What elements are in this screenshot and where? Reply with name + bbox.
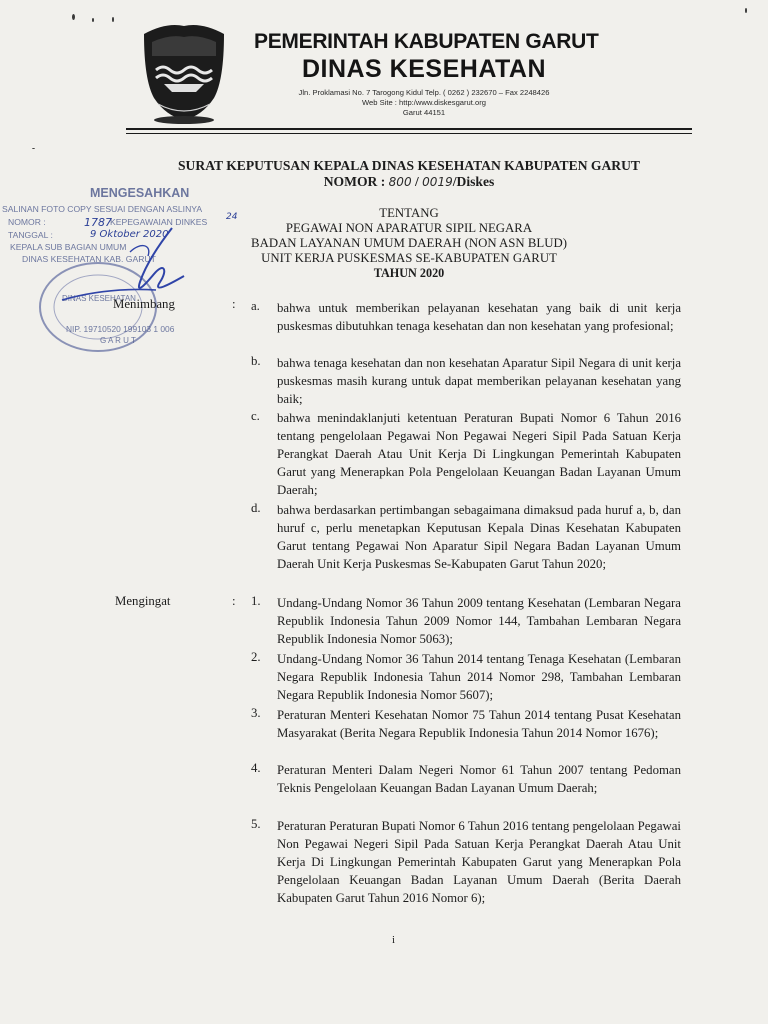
scan-speck (32, 148, 35, 149)
mengingat-item-5: Peraturan Peraturan Bupati Nomor 6 Tahun 2016 tentang pengelolaan Pegawai Non Pegawai Negeri Sipil Pada Satuan Kerja Perangkat Daerah Atau Unit Kerja Di Lingkungan Pemerintah Kabupaten Garut yang Menerapkan Pola Pengelolaan Keuangan Badan Layanan Umum Daerah (Berita Daerah Kabupaten Garut Tahun 2016 Nomor 6); (277, 819, 681, 906)
letterhead-rule-thick (126, 128, 692, 130)
stamp-line-2b: KEPEGAWAIAN DINKES (110, 217, 208, 227)
stamp-line-5: DINAS KESEHATAN KAB. GARUT (22, 254, 156, 264)
handwritten-date: 9 Oktober 2020 (90, 229, 169, 240)
number-handwritten-part2: 0019 (422, 175, 453, 189)
stamp-line-1: SALINAN FOTO COPY SESUAI DENGAN ASLINYA (2, 204, 203, 214)
seal-text: DINAS KESEHATAN (62, 294, 136, 303)
menimbang-item-a: bahwa untuk memberikan pelayanan kesehatan yang baik di unit kerja puskesmas dibutuhkan tenaga kesehatan dan non kesehatan yang profesional; (277, 301, 681, 334)
decree-subject-line-3: UNIT KERJA PUSKESMAS SE-KABUPATEN GARUT (261, 251, 557, 265)
number-label: NOMOR : (323, 174, 386, 189)
letterhead-org: PEMERINTAH KABUPATEN GARUT (254, 30, 599, 53)
letterhead-website: Web Site : http:/www.diskesgarut.org (362, 98, 486, 107)
stamp-title: MENGESAHKAN (90, 186, 190, 200)
decree-about: TENTANG (379, 206, 439, 220)
menimbang-colon: : (232, 297, 236, 311)
mengingat-item-2: Undang-Undang Nomor 36 Tahun 2014 tentang Tenaga Kesehatan (Lembaran Negara Republik Indonesia Tahun 2014 Nomor 298, Tambahan Lembaran Negara Republik Indonesia Nomor 5607); (277, 652, 681, 703)
mengingat-item-1: Undang-Undang Nomor 36 Tahun 2009 tentang Kesehatan (Lembaran Negara Republik Indonesia Tahun 2009 Nomor 144, Tambahan Lembaran Negara Republik Indonesia Nomor 5063); (277, 596, 681, 647)
garut-regency-logo (136, 20, 232, 126)
menimbang-marker-a: a. (251, 299, 260, 313)
handwritten-register-number: 1787 (84, 216, 112, 229)
scan-speck (92, 18, 94, 22)
menimbang-item-b: bahwa tenaga kesehatan dan non kesehatan Aparatur Sipil Negara di unit kerja puskesmas masih kurang untuk dapat memberikan pelayanan kesehatan yang baik; (277, 356, 681, 407)
menimbang-label: Menimbang (113, 297, 175, 311)
seal-bottom-text: G A R U T (100, 336, 136, 345)
scan-speck (112, 17, 114, 22)
mengingat-item-3: Peraturan Menteri Kesehatan Nomor 75 Tahun 2014 tentang Pusat Kesehatan Masyarakat (Berita Negara Republik Indonesia Tahun 2014 Nomor 1676); (277, 708, 681, 741)
decree-subject-line-4: TAHUN 2020 (373, 266, 445, 280)
mengingat-marker-1: 1. (251, 594, 261, 608)
menimbang-item-d: bahwa berdasarkan pertimbangan sebagaimana dimaksud pada huruf a, b, dan huruf c, perlu menetapkan Keputusan Kepala Dinas Kesehatan Kabupaten Garut tentang Pegawai Non Aparatur Sipil Negara Badan Layanan Umum Daerah Unit Kerja Puskesmas Se-Kabupaten Garut Tahun 2020; (277, 503, 681, 572)
mengingat-marker-4: 4. (251, 761, 261, 775)
mengingat-colon: : (232, 594, 236, 608)
stamp-line-2: NOMOR : (8, 217, 46, 227)
stamp-nip: NIP. 19710520 199103 1 006 (66, 324, 175, 334)
handwritten-extra-number: 24 (226, 212, 238, 222)
mengingat-label: Mengingat (115, 594, 171, 608)
decree-title: SURAT KEPUTUSAN KEPALA DINAS KESEHATAN KABUPATEN GARUT (178, 158, 640, 173)
number-separator: / (414, 174, 419, 189)
letterhead-rule-thin (126, 133, 692, 134)
menimbang-item-c: bahwa menindaklanjuti ketentuan Peraturan Bupati Nomor 6 Tahun 2016 tentang pengelolaan Pegawai Non Pegawai Negeri Sipil Pada Satuan Kerja Perangkat Daerah Atau Unit Kerja Di Lingkungan Pemerintah Kabupaten Garut yang Menerapkan Pola Pengelolaan Keuangan Badan Layanan Umum Daerah; (277, 411, 681, 498)
legalization-stamp (0, 182, 300, 362)
number-handwritten-part1: 800 (388, 175, 412, 189)
mengingat-marker-2: 2. (251, 650, 261, 664)
menimbang-marker-c: c. (251, 409, 260, 423)
number-suffix: /Diskes (452, 174, 495, 189)
scan-speck (72, 14, 75, 20)
page-number: i (392, 934, 396, 946)
decree-subject-line-2: BADAN LAYANAN UMUM DAERAH (NON ASN BLUD) (251, 236, 567, 250)
menimbang-marker-d: d. (251, 501, 261, 515)
decree-subject-line-1: PEGAWAI NON APARATUR SIPIL NEGARA (285, 221, 533, 235)
letterhead-dept: DINAS KESEHATAN (301, 55, 547, 83)
mengingat-marker-5: 5. (251, 817, 261, 831)
stamp-line-3: TANGGAL : (8, 230, 53, 240)
letterhead-address: Jln. Proklamasi No. 7 Tarogong Kidul Telp. ( 0262 ) 232670 – Fax 2248426 (298, 88, 550, 97)
stamp-line-4: KEPALA SUB BAGIAN UMUM (10, 242, 127, 252)
menimbang-marker-b: b. (251, 354, 261, 368)
scan-speck (745, 8, 747, 13)
mengingat-item-4: Peraturan Menteri Dalam Negeri Nomor 61 Tahun 2007 tentang Pedoman Teknis Pengelolaan Keuangan Badan Layanan Umum Daerah; (277, 763, 681, 796)
mengingat-marker-3: 3. (251, 706, 261, 720)
letterhead-city: Garut 44151 (402, 108, 446, 117)
